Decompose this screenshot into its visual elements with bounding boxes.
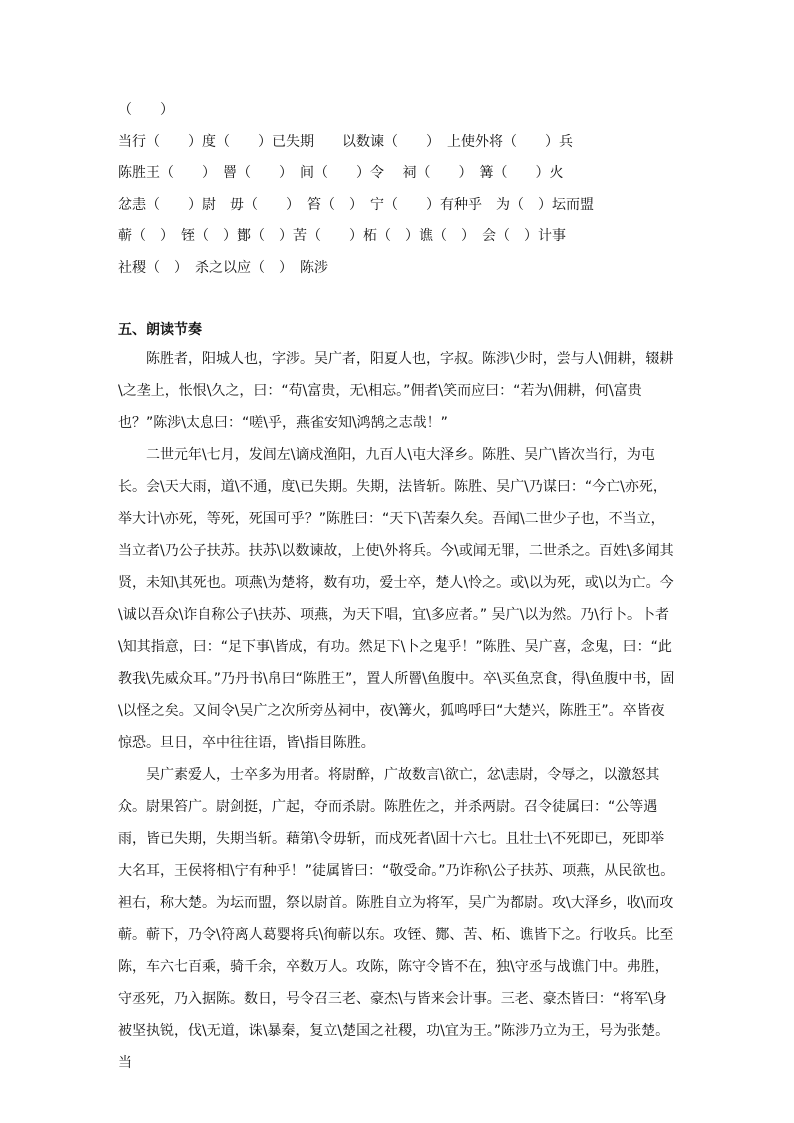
paragraph-3: 吴广素爱人，士卒多为用者。将尉醉，广故数言\欲亡，忿\恚尉，令辱之，以激怒其众。尉果笞广。尉剑挺，广起，夺而杀尉。陈胜佐之，并杀两尉。召令徒属曰：“公等遇雨，皆已失期，失期当斩。藉第\令毋斩，而戍死者\固十六七。且壮士\不死即已，死即举大名耳，王侯将相\宁有种乎！”徒属皆曰：“敬受命。”乃诈称\公子扶苏、项燕，从民欲也。袒右，称大楚。为坛而盟，祭以尉首。陈胜自立为将军，吴广为都尉。攻\大泽乡，收\而攻蕲。蕲下，乃令\符离人葛婴将兵\徇蕲以东。攻铚、酂、苦、柘、谯皆下之。行收兵。比至陈，车六七百乘，骑千余，卒数万人。攻陈，陈守令皆不在，独\守丞与战谯门中。弗胜，守丞死，乃入据陈。数日，号令召三老、豪杰\与皆来会计事。三老、豪杰皆曰：“将军\身被坚执锐，伐\无道，诛\暴秦，复立\楚国之社稷，功\宜为王。”陈涉乃立为王，号为张楚。当: [118, 767, 675, 1071]
paragraph-1: 陈胜者，阳城人也，字涉。吴广者，阳夏人也，字叔。陈涉\少时，尝与人\佣耕，辍耕\之垄上，怅恨\久之，曰：“苟\富贵，无\相忘。”佣者\笑而应曰：“若为\佣耕，何\富贵也？”陈涉\太息曰：“嗟\乎，燕雀安知\鸿鹄之志哉！”: [118, 351, 674, 431]
exercise-line-3: 忿恚（ ）尉 毋（ ） 笞（ ） 宁（ ）有种乎 为（ ）坛而盟: [118, 197, 594, 213]
exercise-line-4: 蕲（ ） 铚（ ）鄼（ ）苦（ ）柘（ ）谯（ ） 会（ ）计事: [118, 228, 566, 244]
paragraph-2: 二世元年\七月，发闾左\谪戍渔阳，九百人\屯大泽乡。陈胜、吴广\皆次当行，为屯长。会\天大雨，道\不通，度\已失期。失期，法皆斩。陈胜、吴广\乃谋曰：“今亡\亦死，举大计\亦死，等死，死国可乎？”陈胜曰：“天下\苦秦久矣。吾闻\二世少子也，不当立，当立者\乃公子扶苏。扶苏\以数谏故，上使\外将兵。今\或闻无罪，二世杀之。百姓\多闻其贤，未知\其死也。项燕\为楚将，数有功，爱士卒，楚人\怜之。或\以为死，或\以为亡。今\诚以吾众\诈自称公子\扶苏、项燕，为天下唱，宜\多应者。” 吴广\以为然。乃\行卜。卜者\知其指意，曰：“足下事\皆成，有功。然足下\卜之鬼乎！”陈胜、吴广喜，念鬼，曰：“此教我\先威众耳。”乃丹书\帛曰“陈胜王”，置人所罾\鱼腹中。卒\买鱼烹食，得\鱼腹中书，固\以怪之矣。又间令\吴广之次所旁丛祠中，夜\篝火，狐鸣呼曰“大楚兴，陈胜王”。卒皆夜惊恐。旦日，卒中往往语，皆\指目陈胜。: [118, 447, 675, 751]
exercise-line-1: 当行（ ）度（ ）已失期 以数谏（ ） 上使外将（ ）兵: [118, 134, 573, 150]
exercise-line-2: 陈胜王（ ） 罾（ ） 间（ ）令 祠（ ） 篝（ ）火: [118, 165, 564, 181]
exercise-line-0: （ ）: [118, 102, 174, 118]
exercise-line-5: 社稷（ ） 杀之以应（ ） 陈涉: [118, 260, 328, 276]
section-heading: 五、朗读节奏: [118, 322, 202, 338]
